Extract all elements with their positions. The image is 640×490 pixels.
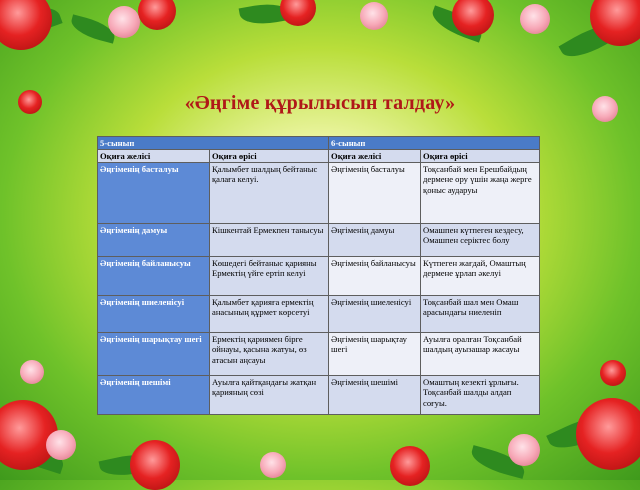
grade5-stage: Әңгіменің басталуы [98,163,210,224]
grade5-event: Кішкентай Ермекпен танысуы [210,224,329,257]
grade6-stage: Әңгіменің басталуы [329,163,421,224]
pink-flower [108,6,140,38]
table-row [98,333,540,376]
grade5-event: Қалымбет шалдың бейтаныс қалаға келуі. [210,163,329,224]
pink-flower [260,452,286,478]
page-title: «Әңгіме құрылысын талдау» [184,92,456,114]
grade6-event: Омашпен күтпеген кездесу, Омашпен серіктес болу [421,224,540,257]
grade6-event: Тоқсанбай мен Ерешбайдың дермене ору үшін жаңа жерге қоныс аударуы [421,163,540,224]
grade6-event: Тоқсанбай шал мен Омаш арасындағы ниеленіп [421,296,540,333]
red-flower [576,398,640,470]
grade5-storyline-header: Оқиға желісі [98,150,210,163]
pink-flower [46,430,76,460]
table-row [98,376,540,415]
grade5-stage: Әңгіменің шешімі [98,376,210,415]
red-flower [0,0,52,50]
grade5-stage: Әңгіменің дамуы [98,224,210,257]
table-row [98,163,540,224]
grade6-stage: Әңгіменің дамуы [329,224,421,257]
pink-flower [360,2,388,30]
grade6-label: 6-сынып [331,138,366,148]
grade6-event: Күтпеген жағдай, Омаштың дермене ұрлап әкелуі [421,257,540,296]
grade6-event: Омаштың кезекті ұрлығы. Тоқсанбай шалды алдап соғуы. [421,376,540,415]
grade6-stage: Әңгіменің шиеленісуі [329,296,421,333]
red-flower [138,0,176,30]
grade6-stage: Әңгіменің байланысуы [329,257,421,296]
grade5-development-header: Оқиға өрісі [210,150,329,163]
grade5-event: Қалымбет қарияға ермектің анасының құрмет көрсетуі [210,296,329,333]
grade6-development-header: Оқиға өрісі [421,150,540,163]
grade5-event: Ермектің қариямен бірге ойнауы, қасына жатуы, өз атасын аңсауы [210,333,329,376]
pink-flower [508,434,540,466]
grade5-event: Көшедегі бейтаныс қарияны Ермектің үйге ертіп келуі [210,257,329,296]
grade5-stage: Әңгіменің шарықтау шегі [98,333,210,376]
red-flower [600,360,626,386]
grade5-stage: Әңгіменің байланысуы [98,257,210,296]
grade6-header [329,137,540,150]
red-flower [280,0,316,26]
red-flower [130,440,180,490]
grade6-stage: Әңгіменің шарықтау шегі [329,333,421,376]
grade5-header: 5-сынып [98,137,329,150]
table-row [98,257,540,296]
story-structure-table [97,136,540,415]
grade6-stage: Әңгіменің шешімі [329,376,421,415]
grade6-event: Ауылға оралған Тоқсанбай шалдың ауызашар жасауы [421,333,540,376]
grade5-stage: Әңгіменің шиеленісуі [98,296,210,333]
red-flower [452,0,494,36]
red-flower [390,446,430,486]
grade6-storyline-header: Оқиға желісі [329,150,421,163]
pink-flower [20,360,44,384]
table-row [98,296,540,333]
pink-flower [520,4,550,34]
grade5-event: Ауылға қайтқандағы жатқан қарияның сөзі [210,376,329,415]
